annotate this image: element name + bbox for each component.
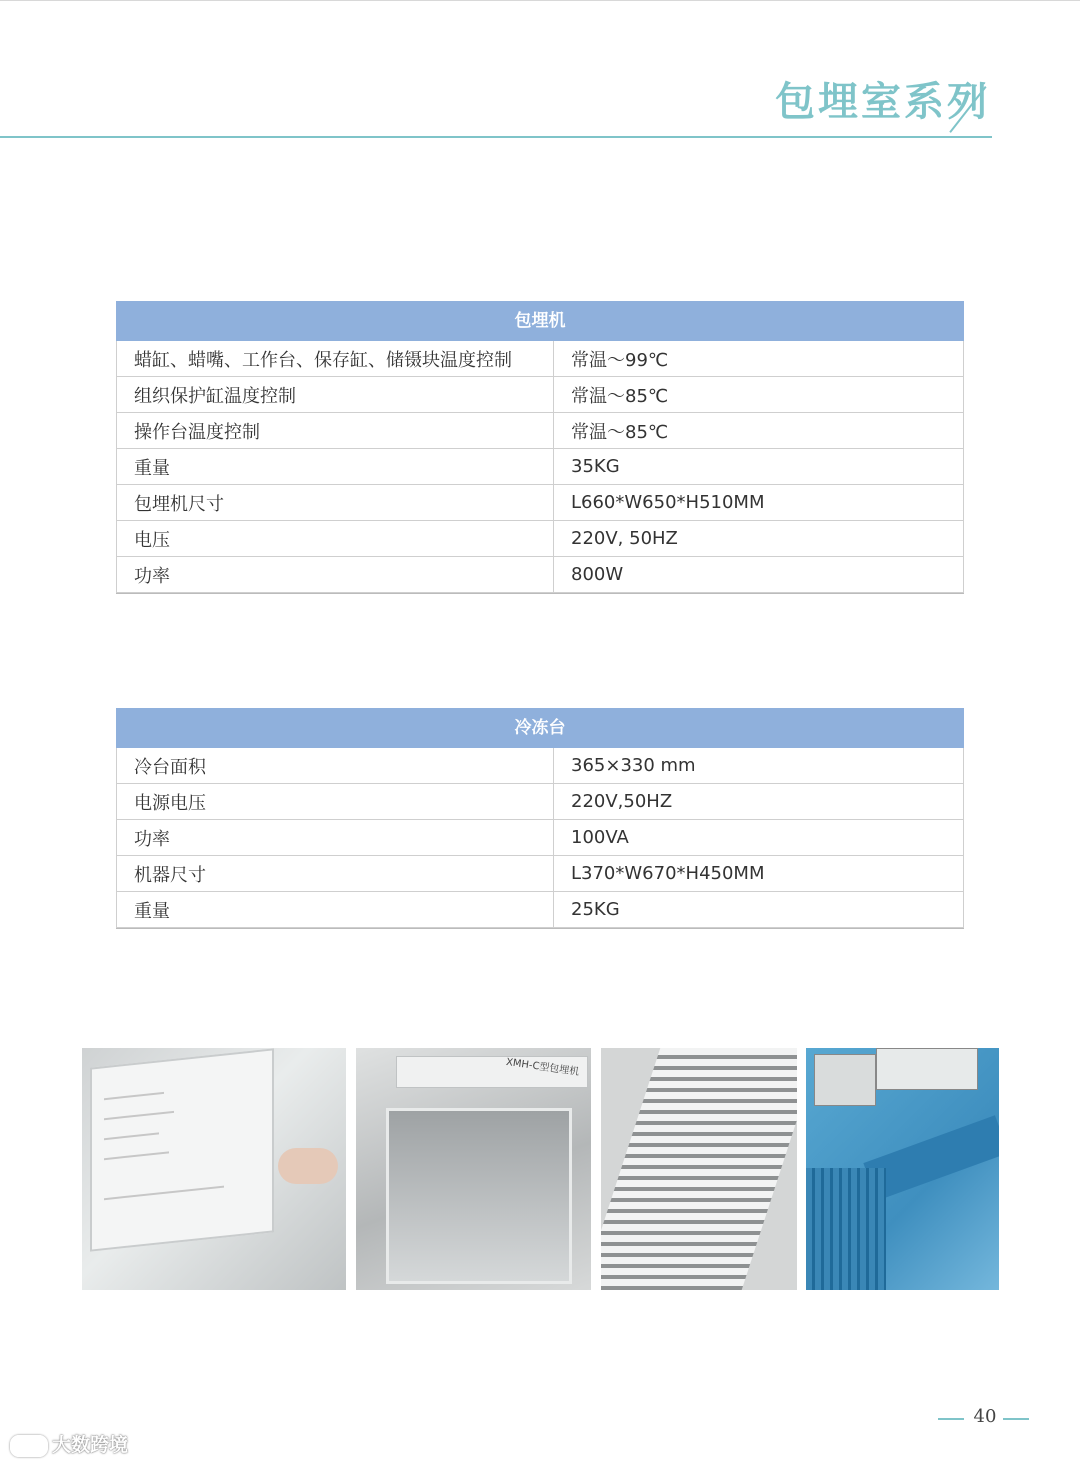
control-panel-photo — [82, 1048, 346, 1290]
table-row — [117, 485, 964, 521]
table-row — [117, 856, 964, 892]
spec-value: L370*W670*H450MM — [554, 856, 964, 892]
spec-label: 重量 — [117, 449, 554, 485]
page-number: 40 — [973, 1406, 997, 1427]
spec-value: 220V, 50HZ — [554, 521, 964, 557]
page-number-line-left — [938, 1418, 964, 1420]
stripe-surface — [806, 1168, 886, 1290]
finger — [278, 1148, 338, 1184]
spec-value: L660*W650*H510MM — [554, 485, 964, 521]
spec-label: 包埋机尺寸 — [117, 485, 554, 521]
spec-value: 100VA — [554, 820, 964, 856]
table-row — [117, 784, 964, 820]
table-row — [117, 341, 964, 377]
embedding-machine-spec-table — [116, 301, 964, 593]
spec-label: 功率 — [117, 557, 554, 593]
touchscreen — [90, 1048, 274, 1251]
cooling-ribs-photo — [601, 1048, 797, 1290]
top-border — [0, 0, 1080, 1]
table-row — [117, 820, 964, 856]
spec-label: 电压 — [117, 521, 554, 557]
spec-value: 365×330 mm — [554, 748, 964, 784]
table-caption: 冷冻台 — [117, 709, 964, 748]
spec-label: 电源电压 — [117, 784, 554, 820]
spec-label: 操作台温度控制 — [117, 413, 554, 449]
header-rule — [0, 136, 992, 138]
spec-value: 35KG — [554, 449, 964, 485]
cooling-plate-spec-table — [116, 708, 964, 928]
spec-value: 220V,50HZ — [554, 784, 964, 820]
metal-block — [876, 1048, 978, 1090]
embedding-tray-photo — [356, 1048, 591, 1290]
spec-label: 蜡缸、蜡嘴、工作台、保存缸、储镊块温度控制 — [117, 341, 554, 377]
spec-value: 25KG — [554, 892, 964, 928]
watermark — [10, 1430, 128, 1457]
table-row — [117, 557, 964, 593]
watermark-text: 大数跨境 — [52, 1434, 129, 1456]
spec-value: 常温～99℃ — [554, 341, 964, 377]
metal-block — [814, 1054, 876, 1106]
spec-value: 常温～85℃ — [554, 377, 964, 413]
model-label: XMH-C型包埋机 — [505, 1056, 580, 1079]
spec-label: 重量 — [117, 892, 554, 928]
page-title: 包埋室系列 — [775, 79, 990, 125]
table-caption: 包埋机 — [117, 302, 964, 341]
table-row — [117, 449, 964, 485]
spec-label: 机器尺寸 — [117, 856, 554, 892]
spec-value: 常温～85℃ — [554, 413, 964, 449]
mold-block-photo — [806, 1048, 999, 1290]
spec-label: 功率 — [117, 820, 554, 856]
table-row — [117, 377, 964, 413]
spec-label: 组织保护缸温度控制 — [117, 377, 554, 413]
table-row — [117, 892, 964, 928]
watermark-logo-icon — [10, 1435, 48, 1457]
tray — [386, 1108, 572, 1284]
spec-label: 冷台面积 — [117, 748, 554, 784]
table-row — [117, 413, 964, 449]
table-row — [117, 748, 964, 784]
ribs — [601, 1048, 797, 1290]
page-number-line-right — [1003, 1418, 1029, 1420]
table-row — [117, 521, 964, 557]
spec-value: 800W — [554, 557, 964, 593]
